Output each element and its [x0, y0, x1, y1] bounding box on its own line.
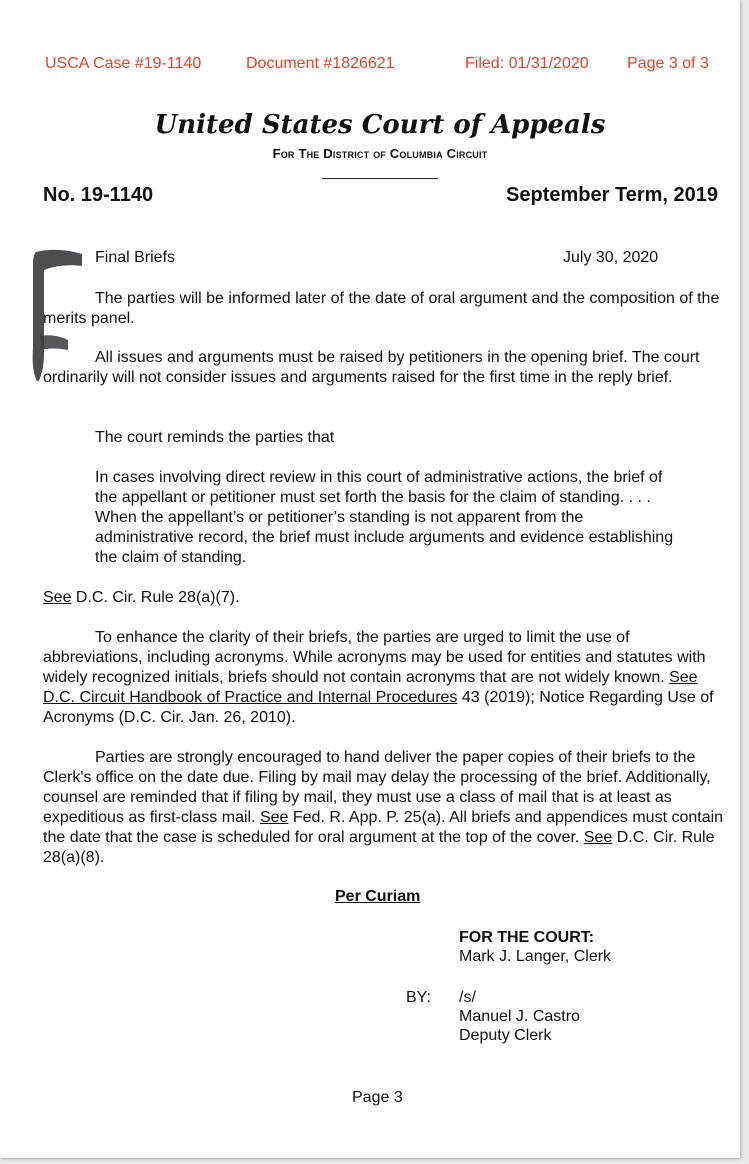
acronyms-text-end: 43 (2019); Notice Regarding Use of Acronyms (D.C. Cir. Jan. 26, 2010). — [43, 689, 714, 726]
header-case-number: USCA Case #19-1140 — [45, 55, 202, 72]
clerk-name: Mark J. Langer, Clerk — [459, 948, 612, 965]
citation-rule-28a7 — [43, 588, 240, 608]
schedule-item: Final Briefs — [95, 249, 176, 266]
deputy-clerk-name: Manuel J. Castro — [459, 1008, 580, 1025]
by-label: BY: — [406, 989, 431, 1006]
docket-number: No. 19-1140 — [43, 184, 154, 206]
caption-divider — [322, 178, 438, 179]
paragraph-reminder: The court reminds the parties that — [95, 429, 335, 446]
per-curiam — [335, 887, 420, 907]
footer-page-number: Page 3 — [352, 1089, 403, 1106]
filing-text-end: D.C. Cir. Rule 28(a)(8). — [43, 829, 715, 866]
see-signal: See — [259, 809, 289, 826]
court-subtitle: For The District of Columbia Circuit — [272, 146, 488, 161]
electronic-signature: /s/ — [459, 989, 476, 1006]
see-signal: See — [669, 669, 698, 686]
paragraph-issues: All issues and arguments must be raised by petitioners in the opening brief. The court ordinarily will not consider issues and arguments raised for the first time in the reply brief. — [43, 349, 700, 386]
filing-text-mid: Fed. R. App. P. 25(a). All briefs and appendices must contain the date that the case is scheduled for oral argument at the top of the cover. — [43, 809, 724, 846]
schedule-date: July 30, 2020 — [563, 249, 659, 266]
court-title: United States Court of Appeals — [154, 110, 606, 140]
paragraph-filing — [43, 748, 733, 868]
acronyms-text: To enhance the clarity of their briefs, the parties are urged to limit the use of abbreviations, including acronyms. While acronyms may be used for entities and statutes with widely recognized initials, briefs should not contain acronyms that are not widely known. — [43, 629, 706, 686]
filing-text: Parties are strongly encouraged to hand deliver the paper copies of their briefs to the Clerk's office on the date due. Filing by mail may delay the processing of the brief. Additionally, counsel are reminded that if filing by mail, they must use a class of mail that is at least as expeditious as first-class mail. — [43, 749, 711, 826]
header-document-number: Document #1826621 — [246, 55, 395, 72]
deputy-clerk-title: Deputy Clerk — [459, 1027, 552, 1044]
see-signal: See — [43, 589, 72, 606]
paragraph-acronyms — [43, 628, 733, 728]
block-quote-standing: In cases involving direct review in this court of administrative actions, the brief of the appellant or petitioner must set forth the basis for the claim of standing. . . . When the appellant’s or petitioner’s standing is not apparent from the administrative record, the brief must include arguments and evidence establishing the claim of standing. — [95, 469, 674, 566]
paragraph-oral-argument: The parties will be informed later of the date of oral argument and the composition of the merits panel. — [43, 290, 720, 327]
for-the-court: FOR THE COURT: — [459, 929, 595, 946]
rule-citation: D.C. Cir. Rule 28(a)(7). — [71, 589, 240, 606]
header-filed-date: Filed: 01/31/2020 — [465, 55, 589, 72]
court-term: September Term, 2019 — [506, 184, 718, 206]
see-signal: See — [583, 829, 613, 846]
handbook-citation: D.C. Circuit Handbook of Practice and Internal Procedures — [43, 689, 458, 706]
per-curiam-label: Per Curiam — [335, 888, 421, 905]
header-page-count: Page 3 of 3 — [627, 55, 709, 72]
